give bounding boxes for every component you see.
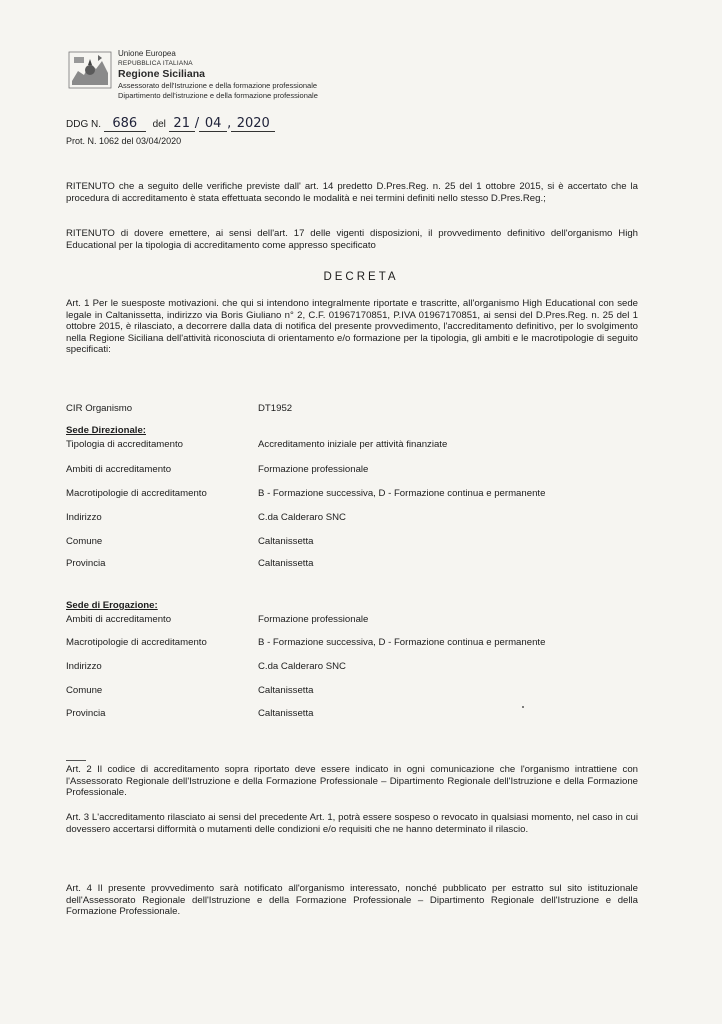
sede-direzionale-title: Sede Direzionale: (66, 425, 146, 436)
cir-value: DT1952 (258, 403, 293, 414)
dir-comune-value: Caltanissetta (258, 536, 314, 547)
ero-comune-label: Comune (66, 685, 103, 696)
ddg-label: DDG N. (66, 119, 101, 130)
ero-provincia-label: Provincia (66, 708, 106, 719)
article-2: Art. 2 Il codice di accreditamento sopra riportato deve essere indicato in ogni comunicazione che l'organismo intrattiene con l'Assessorato Regionale dell'Istruzione e della Formazione Professionale – Dipartimento Regionale dell'Istruzione e della Formazione Professionale. (66, 764, 638, 798)
dir-tipologia-value: Accreditamento iniziale per attività finanziate (258, 439, 448, 450)
dir-comune-label: Comune (66, 536, 103, 547)
stray-dot (522, 706, 524, 708)
dir-provincia-value: Caltanissetta (258, 558, 314, 569)
ero-ambiti-value: Formazione professionale (258, 614, 369, 625)
regione-siciliana-emblem-icon (68, 51, 112, 89)
cir-label: CIR Organismo (66, 403, 133, 414)
ddg-year: 2020 (236, 116, 270, 131)
ero-indirizzo-label: Indirizzo (66, 661, 102, 672)
article-1: Art. 1 Per le suesposte motivazioni. che qui si intendono integralmente riportate e trascritte, all'organismo High Educational con sede legale in Caltanissetta, indirizzo via Boris Giuliano n° 2, C.F. 01967170851, P.IVA 01967170851, ai sensi del D.Pres.Reg. n. 25 del 1 ottobre 2015, è rilasciato, a decorrere dalla data di notifica del presente provvedimento, l'accreditamento definitivo, per lo svolgimento nella Regione Siciliana dell'attività riconosciuta di orientamento e/o formazione per la tipologia, gli ambiti e le macrotipologie di seguito specificati: (66, 298, 638, 355)
ero-indirizzo-value: C.da Calderaro SNC (258, 661, 346, 672)
ddg-day: 21 (173, 116, 190, 131)
header-dipartimento: Dipartimento dell'istruzione e della formazione professionale (118, 90, 318, 100)
dir-provincia-label: Provincia (66, 558, 106, 569)
dir-indirizzo-value: C.da Calderaro SNC (258, 512, 346, 523)
dir-ambiti-label: Ambiti di accreditamento (66, 464, 172, 475)
dir-ambiti-value: Formazione professionale (258, 464, 369, 475)
ddg-number-line: DDG N. 686 del 21 / 04 , 2020 (66, 116, 275, 132)
stray-mark (66, 760, 86, 761)
decreta-title: DECRETA (323, 271, 399, 283)
header-assessorato: Assessorato dell'Istruzione e della formazione professionale (118, 81, 318, 90)
dir-macro-value: B - Formazione successiva, D - Formazione continua e permanente (258, 488, 546, 499)
institution-header (118, 49, 318, 100)
header-region: Regione Siciliana (118, 68, 205, 80)
header-eu: Unione Europea (118, 49, 176, 58)
article-4: Art. 4 Il presente provvedimento sarà notificato all'organismo interessato, nonché pubblicato per estratto sul sito istituzionale dell'Assessorato Regionale dell'Istruzione e della Formazione Professionale – Dipartimento Regionale dell'Istruzione e della Formazione Professionale. (66, 883, 638, 917)
ddg-number: 686 (112, 116, 138, 131)
ero-comune-value: Caltanissetta (258, 685, 314, 696)
ero-ambiti-label: Ambiti di accreditamento (66, 614, 172, 625)
ero-macro-value: B - Formazione successiva, D - Formazione continua e permanente (258, 637, 546, 648)
protocol-number: Prot. N. 1062 del 03/04/2020 (66, 136, 182, 146)
ero-macro-label: Macrotipologie di accreditamento (66, 637, 207, 648)
ritenuto-paragraph-1: RITENUTO che a seguito delle verifiche previste dall' art. 14 predetto D.Pres.Reg. n. 25 del 1 ottobre 2015, si è accertato che la procedura di accreditamento è stata effettuata secondo le modalità e nei termini definiti nello stesso D.Pres.Reg.; (66, 181, 638, 204)
ddg-del-label: del (152, 119, 166, 130)
ero-provincia-value: Caltanissetta (258, 708, 314, 719)
sede-erogazione-title: Sede di Erogazione: (66, 600, 158, 611)
article-3: Art. 3 L'accreditamento rilasciato ai sensi del precedente Art. 1, potrà essere sospeso o revocato in qualsiasi momento, nel caso in cui dovessero accertarsi difformità o mutamenti delle condizioni e/o requisiti che ne hanno determinato il rilascio. (66, 812, 638, 835)
ritenuto-paragraph-2: RITENUTO di dovere emettere, ai sensi dell'art. 17 delle vigenti disposizioni, il provvedimento definitivo dell'organismo High Educational per la tipologia di accreditamento come appresso specificato (66, 228, 638, 251)
dir-macro-label: Macrotipologie di accreditamento (66, 488, 207, 499)
dir-tipologia-label: Tipologia di accreditamento (66, 439, 183, 450)
header-republic: REPUBBLICA ITALIANA (118, 59, 193, 67)
ddg-month: 04 (204, 116, 222, 131)
dir-indirizzo-label: Indirizzo (66, 512, 102, 523)
